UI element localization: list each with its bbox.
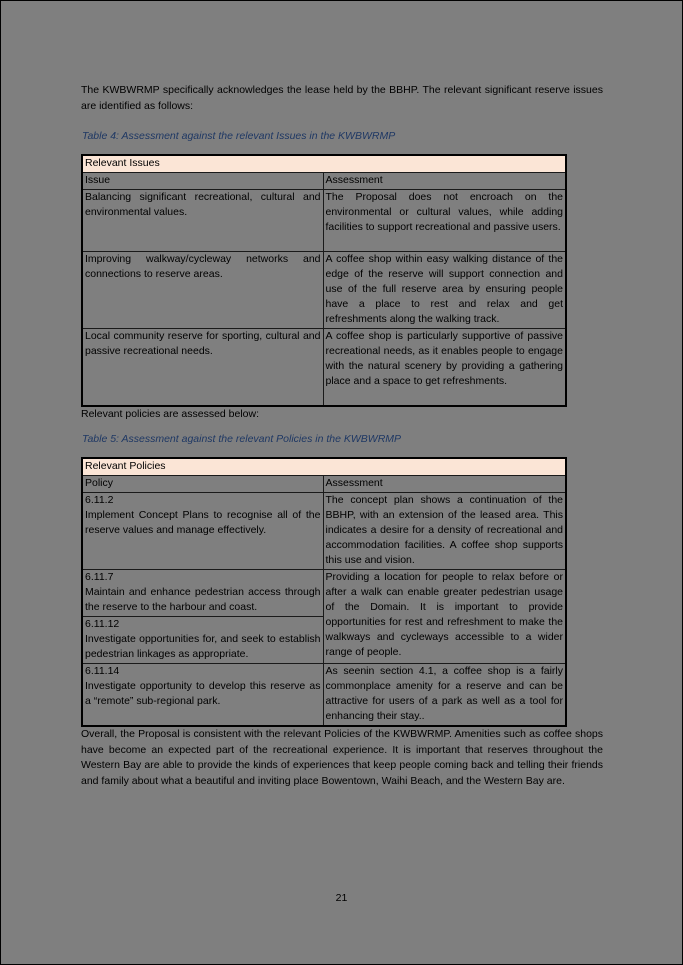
policy-cell [82,617,323,664]
policies-intro-paragraph: Relevant policies are assessed below: [81,407,260,420]
policy-text: Implement Concept Plans to recognise all of the reserve values and manage effectively. [85,509,321,536]
issues-col-header-assessment: Assessment [323,173,566,190]
assessment-cell: A coffee shop is particularly supportive of passive recreational needs, as it enables people to engage with the natural scenery by providing a gathering place and a space to get refreshments. [323,329,566,406]
table-row [82,570,566,617]
policy-text: Maintain and enhance pedestrian access through the reserve to the harbour and coast. [85,586,321,613]
table-row [82,458,566,476]
issue-cell: Improving walkway/cycleway networks and connections to reserve areas. [82,252,323,329]
policy-code: 6.11.14 [85,665,120,677]
policy-cell [82,664,323,727]
table-row [82,252,566,329]
policies-col-header-policy: Policy [82,476,323,493]
policies-col-header-assessment: Assessment [323,476,566,493]
issue-cell: Balancing significant recreational, cultural and environmental values. [82,190,323,252]
assessment-cell: The Proposal does not encroach on the environmental or cultural values, while adding facilities to support recreational and passive users. [323,190,566,252]
issues-col-header-issue: Issue [82,173,323,190]
policy-text: Investigate opportunities for, and seek to establish pedestrian linkages as appropriate. [85,633,321,660]
issues-table-title: Relevant Issues [82,155,566,173]
table-row [82,155,566,173]
policies-table-title: Relevant Policies [82,458,566,476]
table-row [82,190,566,252]
assessment-cell: As seenin section 4.1, a coffee shop is a fairly commonplace amenity for a reserve and can be attractive for users of a park as well as a tool for enhancing their stay.. [323,664,566,727]
table5-caption: Table 5: Assessment against the relevant Policies in the KWBWRMP [82,433,402,445]
policy-code: 6.11.2 [85,494,114,506]
issue-cell: Local community reserve for sporting, cultural and passive recreational needs. [82,329,323,406]
policy-cell [82,493,323,570]
assessment-cell: A coffee shop within easy walking distance of the edge of the reserve will support connection and use of the full reserve area by ensuring people have a place to rest and relax and get refreshments along the walking track. [323,252,566,329]
table-row [82,329,566,406]
relevant-policies-table [81,457,567,727]
policy-text: Investigate opportunity to develop this reserve as a “remote” sub-regional park. [85,680,321,707]
policy-cell [82,570,323,617]
assessment-cell: Providing a location for people to relax before or after a walk can enable greater pedestrian usage of the Domain. It is important to provide opportunities for rest and refreshment to make the walkways and cycleways accessible to a wider range of people. [323,570,566,664]
assessment-cell: The concept plan shows a continuation of the BBHP, with an extension of the leased area. This indicates a desire for a density of recreational and accommodation facilities. A coffee shop supports this use and vision. [323,493,566,570]
table-row [82,493,566,570]
relevant-issues-table [81,154,567,407]
table-row [82,173,566,190]
policy-code: 6.11.12 [85,618,120,630]
table4-caption: Table 4: Assessment against the relevant Issues in the KWBWRMP [82,130,396,142]
policy-code: 6.11.7 [85,571,114,583]
closing-paragraph: Overall, the Proposal is consistent with the relevant Policies of the KWBWRMP. Amenities such as coffee shops have become an expected part of the recreational experience. It is important that reserves throughout the Western Bay are able to provide the kinds of experiences that keep people coming back and telling their friends and family about what a beautiful and inviting place Bowentown, Waihi Beach, and the Western Bay are. [81,728,603,787]
table-row [82,664,566,727]
table-row [82,476,566,493]
document-content [81,83,603,789]
intro-paragraph: The KWBWRMP specifically acknowledges the lease held by the BBHP. The relevant significant reserve issues are identified as follows: [81,84,603,112]
page-number: 21 [335,892,348,904]
